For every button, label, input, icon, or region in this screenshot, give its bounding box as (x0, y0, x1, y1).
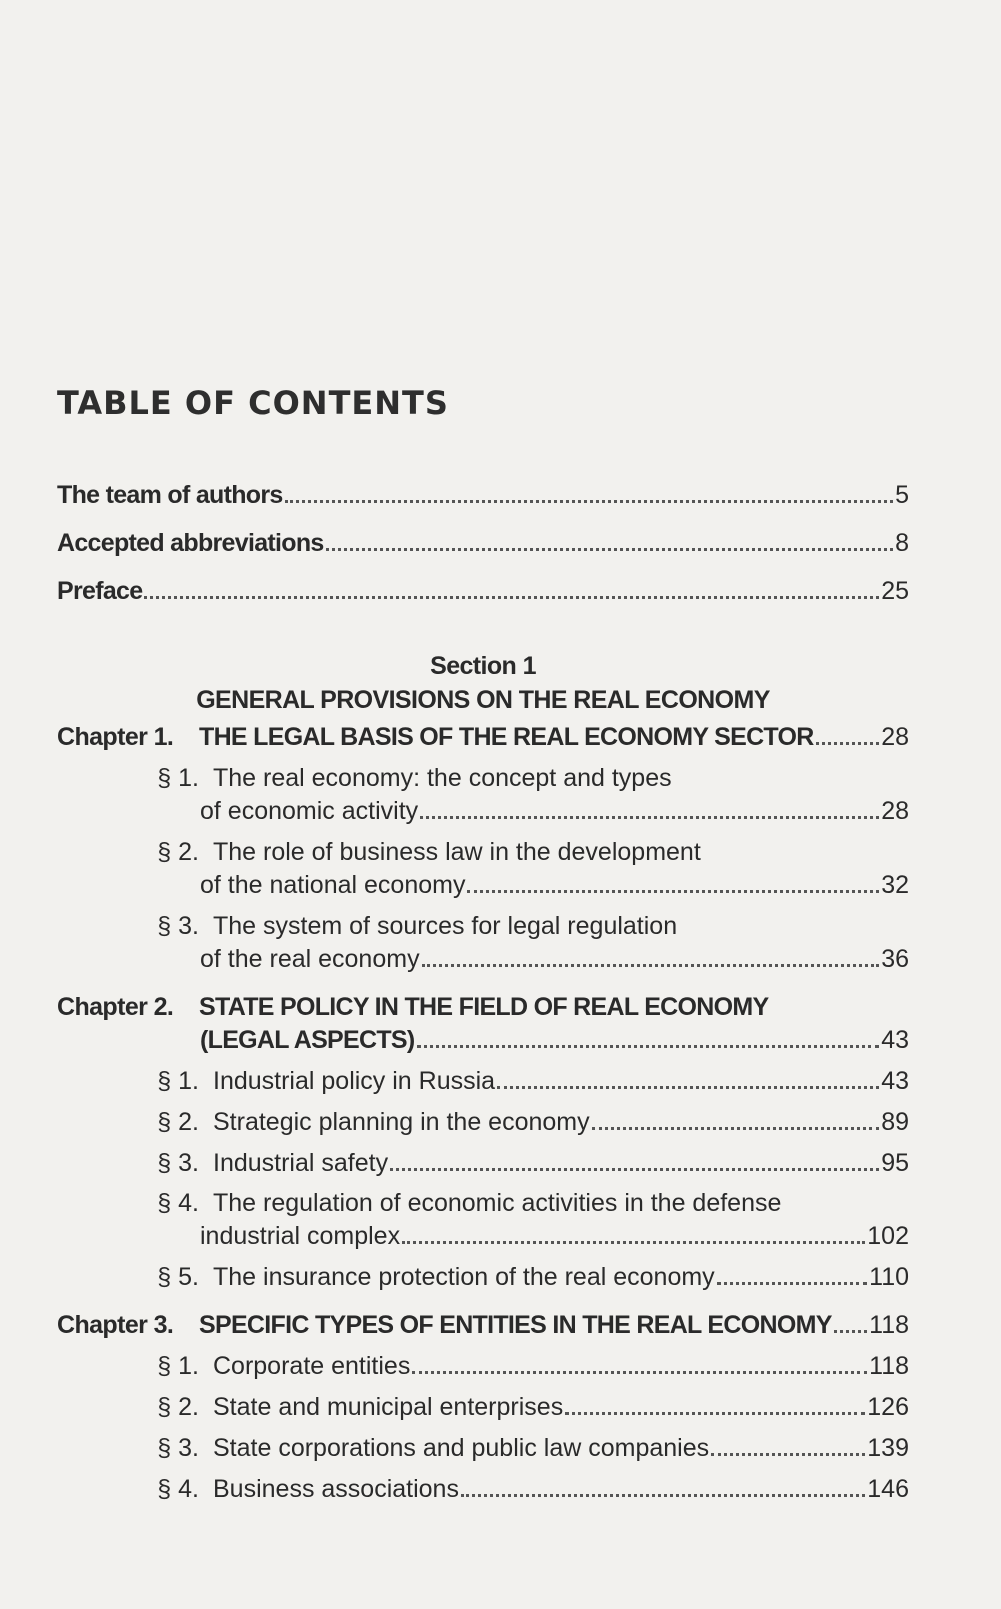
toc-entry-authors[interactable] (57, 474, 909, 510)
toc-entry-abbreviations[interactable] (57, 522, 909, 558)
toc-chapter-2-continuation[interactable] (200, 1019, 909, 1055)
toc-item[interactable] (57, 905, 909, 941)
paragraph-number: § 3. (157, 912, 199, 940)
toc-item[interactable] (57, 1256, 909, 1292)
toc-item[interactable] (57, 1182, 909, 1218)
toc-item[interactable] (57, 1427, 909, 1463)
toc-page-number: 95 (881, 1149, 909, 1177)
paragraph-number: § 1. (157, 1067, 199, 1095)
chapter-title: (LEGAL ASPECTS) (200, 1026, 415, 1054)
toc-item-continuation[interactable] (200, 938, 909, 974)
toc-entry-preface[interactable] (57, 570, 909, 606)
leader-dots (390, 1168, 879, 1171)
leader-dots (565, 1412, 865, 1415)
toc-item-text: Business associations (213, 1475, 459, 1503)
chapter-label: Chapter 3. (57, 1311, 174, 1339)
paragraph-number: § 1. (157, 1352, 199, 1380)
toc-item-text: Industrial policy in Russia (213, 1067, 496, 1095)
paragraph-number: § 3. (157, 1149, 199, 1177)
toc-page-number: 43 (881, 1067, 909, 1095)
toc-item[interactable] (57, 1101, 909, 1137)
toc-item-text: The real economy: the concept and types (213, 764, 672, 792)
leader-dots (834, 1330, 867, 1333)
leader-dots (711, 1453, 865, 1456)
toc-page-number: 8 (895, 529, 909, 557)
leader-dots (497, 1086, 879, 1089)
toc-item-text: of the national economy (200, 871, 466, 899)
toc-page-number: 43 (881, 1026, 909, 1054)
toc-page-number: 89 (881, 1108, 909, 1136)
paragraph-number: § 4. (157, 1475, 199, 1503)
toc-item[interactable] (57, 1345, 909, 1381)
chapter-title: SPECIFIC TYPES OF ENTITIES IN THE REAL ECONOMY (199, 1311, 832, 1339)
toc-chapter-3[interactable] (57, 1304, 909, 1340)
toc-item[interactable] (57, 831, 909, 867)
leader-dots (402, 1241, 865, 1244)
toc-entry-text: Accepted abbreviations (57, 529, 324, 557)
leader-dots (816, 742, 880, 745)
toc-item-continuation[interactable] (200, 790, 909, 826)
toc-item-text: The system of sources for legal regulation (213, 912, 678, 940)
toc-page-number: 110 (869, 1263, 909, 1291)
leader-dots (285, 500, 893, 503)
toc-page-number: 102 (867, 1222, 909, 1250)
paragraph-number: § 2. (157, 838, 199, 866)
paragraph-number: § 5. (157, 1263, 199, 1291)
paragraph-number: § 2. (157, 1108, 199, 1136)
toc-page-number: 139 (867, 1434, 909, 1462)
toc-page-number: 36 (881, 945, 909, 973)
toc-chapter-1[interactable] (57, 716, 909, 752)
leader-dots (417, 1045, 880, 1048)
leader-dots (467, 890, 879, 893)
toc-chapter-2[interactable] (57, 986, 909, 1022)
leader-dots (422, 964, 880, 967)
toc-item[interactable] (57, 1386, 909, 1422)
chapter-label: Chapter 2. (57, 993, 174, 1021)
paragraph-number: § 2. (157, 1393, 199, 1421)
leader-dots (326, 548, 893, 551)
toc-item-text: industrial complex (200, 1222, 401, 1250)
toc-page-number: 25 (881, 577, 909, 605)
leader-dots (717, 1282, 867, 1285)
toc-item[interactable] (57, 1468, 909, 1504)
paragraph-number: § 4. (157, 1189, 199, 1217)
chapter-label: Chapter 1. (57, 723, 174, 751)
toc-page-number: 118 (869, 1311, 909, 1339)
leader-dots (461, 1494, 865, 1497)
toc-page-number: 28 (881, 797, 909, 825)
toc-item-text: State and municipal enterprises (213, 1393, 564, 1421)
toc-page-number: 28 (881, 723, 909, 751)
toc-item[interactable] (57, 1060, 909, 1096)
paragraph-number: § 1. (157, 764, 199, 792)
toc-item-text: The role of business law in the development (213, 838, 701, 866)
toc-item-continuation[interactable] (200, 864, 909, 900)
page-title: TABLE OF CONTENTS (57, 384, 449, 422)
toc-entry-text: The team of authors (57, 481, 283, 509)
toc-item-text: of the real economy (200, 945, 420, 973)
section-label: Section 1 (430, 652, 536, 680)
toc-item-text: The regulation of economic activities in the defense (213, 1189, 782, 1217)
leader-dots (144, 596, 879, 599)
toc-page-number: 146 (867, 1475, 909, 1503)
paragraph-number: § 3. (157, 1434, 199, 1462)
chapter-title: THE LEGAL BASIS OF THE REAL ECONOMY SECTOR (199, 723, 814, 751)
section-title: GENERAL PROVISIONS ON THE REAL ECONOMY (196, 686, 770, 714)
toc-item-text: State corporations and public law companies (213, 1434, 710, 1462)
toc-item[interactable] (57, 1142, 909, 1178)
chapter-title: STATE POLICY IN THE FIELD OF REAL ECONOMY (199, 993, 769, 1021)
toc-entry-text: Preface (57, 577, 143, 605)
toc-item-continuation[interactable] (200, 1215, 909, 1251)
toc-page-number: 32 (881, 871, 909, 899)
toc-item-text: Corporate entities (213, 1352, 411, 1380)
toc-item-text: The insurance protection of the real economy (213, 1263, 715, 1291)
leader-dots (412, 1371, 867, 1374)
toc-item-text: Industrial safety (213, 1149, 389, 1177)
toc-page-number: 5 (895, 481, 909, 509)
toc-page-number: 118 (869, 1352, 909, 1380)
toc-item-text: of economic activity (200, 797, 419, 825)
toc-page-number: 126 (867, 1393, 909, 1421)
toc-item-text: Strategic planning in the economy (213, 1108, 590, 1136)
toc-item[interactable] (57, 757, 909, 793)
leader-dots (592, 1127, 880, 1130)
leader-dots (420, 816, 879, 819)
